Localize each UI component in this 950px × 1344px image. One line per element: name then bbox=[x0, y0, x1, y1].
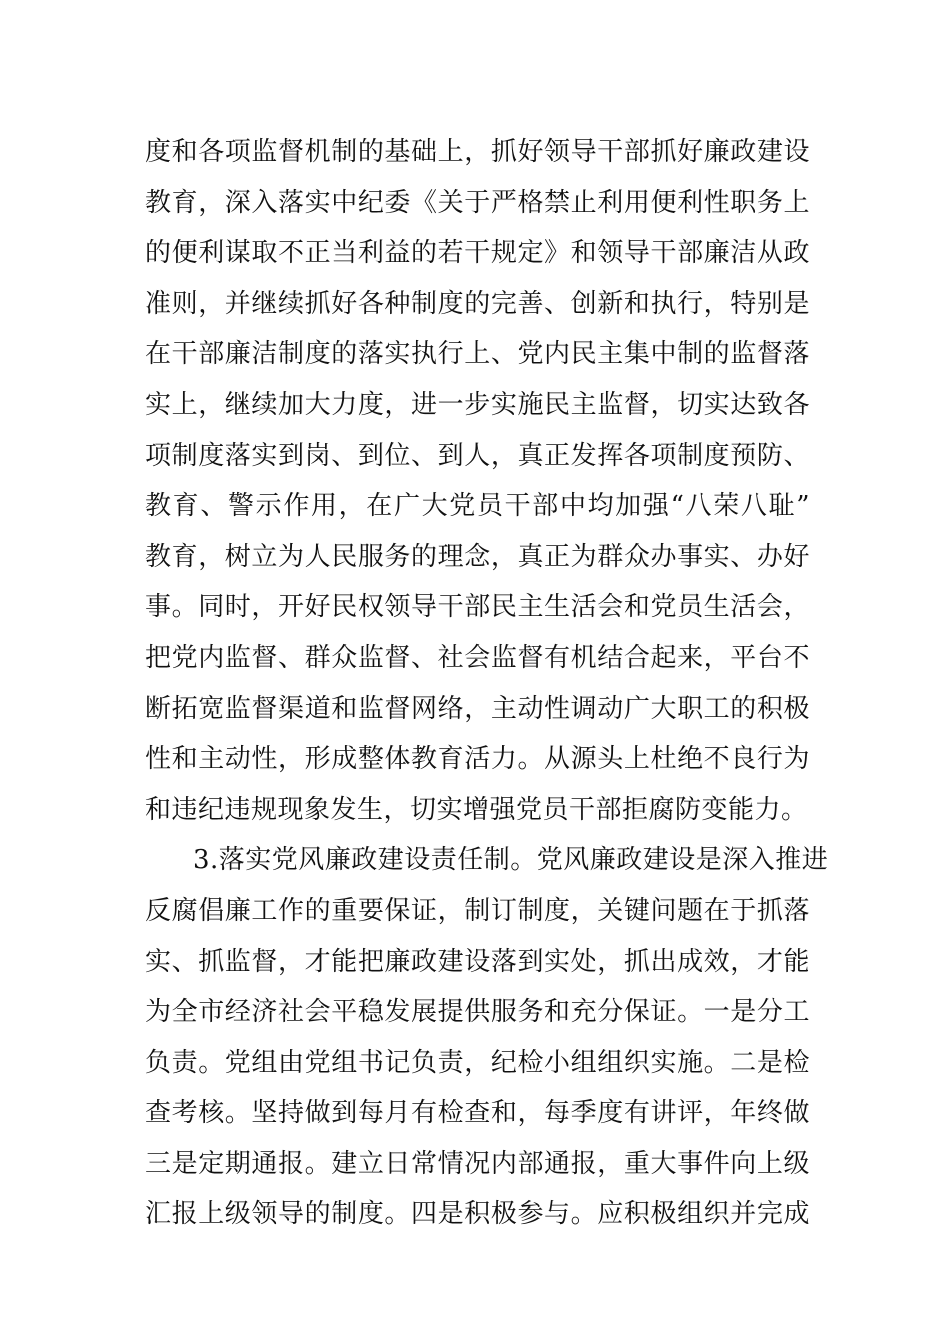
text-line: 为全市经济社会平稳发展提供服务和充分保证。一是分工 bbox=[145, 997, 810, 1028]
text-line: 度和各项监督机制的基础上，抓好领导干部抓好廉政建设 bbox=[145, 137, 810, 167]
paragraph-2 bbox=[145, 835, 829, 1240]
text-line: 实上，继续加大力度，进一步实施民主监督，切实达致各 bbox=[145, 389, 810, 420]
text-line: 三是定期通报。建立日常情况内部通报，重大事件向上级 bbox=[145, 1148, 810, 1179]
text-line: 在干部廉洁制度的落实执行上、党内民主集中制的监督落 bbox=[145, 339, 810, 370]
text-line: 教育，深入落实中纪委《关于严格禁止利用便利性职务上 bbox=[145, 187, 810, 218]
paragraph-1 bbox=[145, 127, 810, 835]
text-line: 负责。党组由党组书记负责，纪检小组组织实施。二是检 bbox=[145, 1047, 810, 1078]
body-text bbox=[145, 127, 829, 1240]
text-line: 事。同时，开好民权领导干部民主生活会和党员生活会， bbox=[145, 592, 810, 623]
text-line: 反腐倡廉工作的重要保证，制订制度，关键问题在于抓落 bbox=[145, 895, 810, 926]
text-line: 教育、警示作用，在广大党员干部中均加强“八荣八耻” bbox=[145, 491, 810, 522]
text-line: 汇报上级领导的制度。四是积极参与。应积极组织并完成 bbox=[145, 1199, 810, 1230]
text-line: 准则，并继续抓好各种制度的完善、创新和执行，特别是 bbox=[145, 288, 810, 319]
text-line: 和违纪违规现象发生，切实增强党员干部拒腐防变能力。 bbox=[145, 794, 808, 825]
text-line: 教育，树立为人民服务的理念，真正为群众办事实、办好 bbox=[145, 541, 810, 572]
text-line: 实、抓监督，才能把廉政建设落到实处，抓出成效，才能 bbox=[145, 946, 810, 977]
text-line: 性和主动性，形成整体教育活力。从源头上杜绝不良行为 bbox=[145, 744, 810, 775]
text-line: 断拓宽监督渠道和监督网络，主动性调动广大职工的积极 bbox=[145, 693, 810, 724]
text-line: 项制度落实到岗、到位、到人，真正发挥各项制度预防、 bbox=[145, 440, 810, 471]
text-line: 的便利谋取不正当利益的若干规定》和领导干部廉洁从政 bbox=[145, 238, 810, 269]
text-line: 把党内监督、群众监督、社会监督有机结合起来，平台不 bbox=[145, 642, 810, 673]
text-line: 查考核。坚持做到每月有检查和，每季度有讲评，年终做 bbox=[145, 1098, 810, 1129]
text-line: 3.落实党风廉政建设责任制。党风廉政建设是深入推进 bbox=[193, 845, 829, 876]
